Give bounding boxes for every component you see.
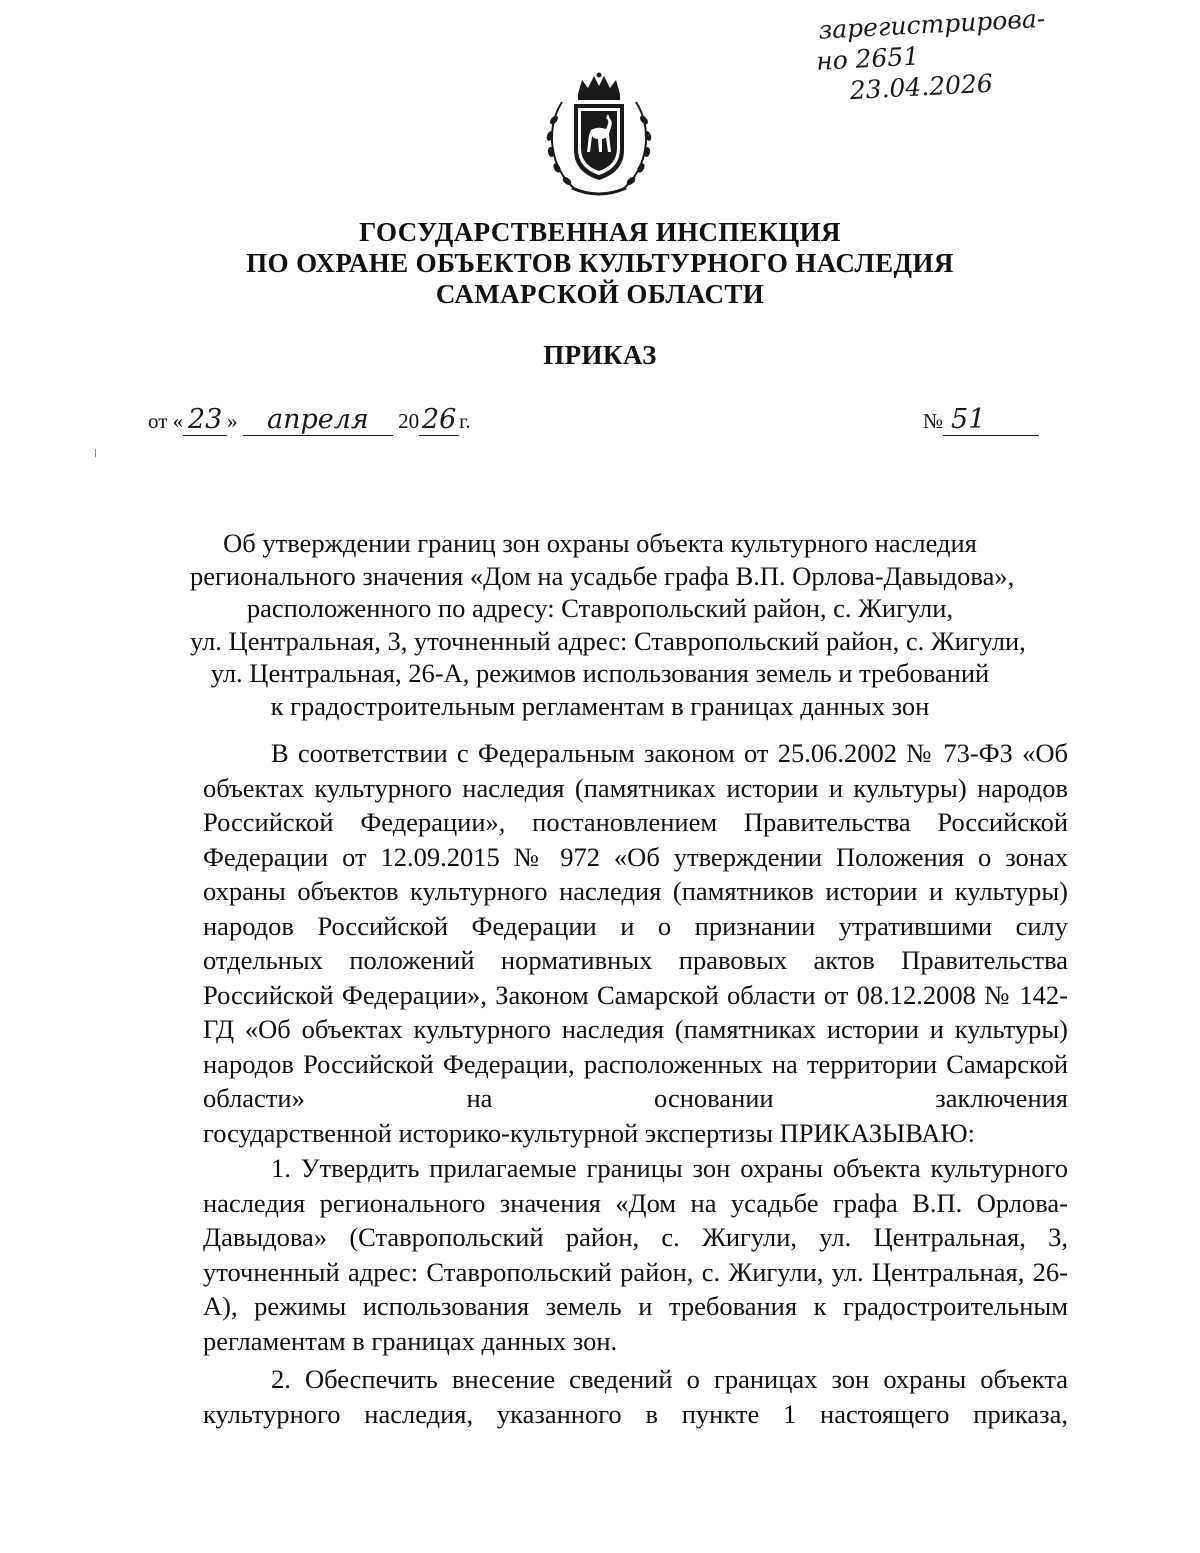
title-line: ул. Центральная, 3, уточненный адрес: Ставропольский район, с. Жигули, — [190, 625, 1026, 656]
title-line: к градостроительным регламентам в границах данных зон — [270, 690, 930, 721]
title-line: регионального значения «Дом на усадьбе графа В.П. Орлова-Давыдова», — [190, 560, 1015, 591]
item-2-paragraph — [203, 1362, 1068, 1431]
item-1-text: 1. Утвердить прилагаемые границы зон охраны объекта культурного наследия регионального значения «Дом на усадьбе графа В.П. Орлова-Давыдова» (Ставропольский район, с. Жигули, ул. Центральная, 3, уточненный адрес: Ставропольский район, с. Жигули, ул. Центральная, 26-А), режимы использования земель и требования к градостроительным — [203, 1153, 1068, 1321]
organization-line-2: ПО ОХРАНЕ ОБЪЕКТОВ КУЛЬТУРНОГО НАСЛЕДИЯ — [246, 248, 954, 278]
preamble-last-line: государственной историко-культурной экспертизы ПРИКАЗЫВАЮ: — [203, 1117, 975, 1148]
date-mid: » — [227, 409, 238, 433]
date-day: 23 — [183, 404, 227, 436]
registration-stamp — [810, 1, 1084, 108]
title-line: Об утверждении границ зон охраны объекта культурного наследия — [223, 528, 977, 558]
item-1-paragraph — [203, 1151, 1068, 1358]
organization-line-3: САМАРСКОЙ ОБЛАСТИ — [435, 279, 765, 309]
date-month: апреля — [243, 404, 393, 436]
stamp-line-2: но 2651 — [815, 41, 920, 76]
date-year-prefix: 20 — [398, 409, 420, 433]
title-line: расположенного по адресу: Ставропольский район, с. Жигули, — [246, 593, 954, 623]
organization-line-1: ГОСУДАРСТВЕННАЯ ИНСПЕКЦИЯ — [359, 217, 841, 247]
document-title — [190, 527, 1026, 722]
item-2-text: 2. Обеспечить внесение сведений о границах зон охраны объекта культурного наследия, указанного в пункте 1 настоящего приказа, — [203, 1364, 1068, 1429]
date-line — [148, 404, 471, 436]
date-suffix: г. — [459, 409, 471, 433]
preamble-paragraph — [203, 736, 1068, 1150]
margin-mark — [95, 449, 96, 457]
item-1-last-line: регламентам в границах данных зон. — [203, 1325, 618, 1356]
title-line: ул. Центральная, 26-А, режимов использования земель и требований — [210, 658, 990, 688]
number-line — [923, 404, 1039, 436]
stamp-line-3: 23.04.2026 — [848, 68, 994, 106]
preamble-text: В соответствии с Федеральным законом от 25.06.2002 № 73-ФЗ «Об объектах культурного наследия (памятниках истории и культуры) народов Российской Федерации», постановлением Правительства Российской Федерации от 12.09.2015 № 972 «Об утверждении Положения о зонах охраны объектов культурного наследия (памятников истории и культуры) народов Российской Федерации и о признании утратившими силу отдельных положений нормативных правовых актов Правительства Российской Федерации», Законом Самарской области от 08.12.2008 № 142-ГД «Об объектах культурного наследия (памятниках истории и культуры) народов Российской Федерации, расположенных на территории Самарской области» на основании заключения — [203, 738, 1068, 1113]
number-value: 51 — [943, 404, 1039, 436]
number-label: № — [923, 409, 944, 433]
document-type: ПРИКАЗ — [543, 340, 657, 370]
stamp-line-1: зарегистрирова- — [817, 3, 1046, 45]
date-year-suffix: 26 — [419, 404, 459, 436]
coat-of-arms-icon — [536, 72, 662, 200]
date-prefix: от « — [148, 409, 184, 433]
